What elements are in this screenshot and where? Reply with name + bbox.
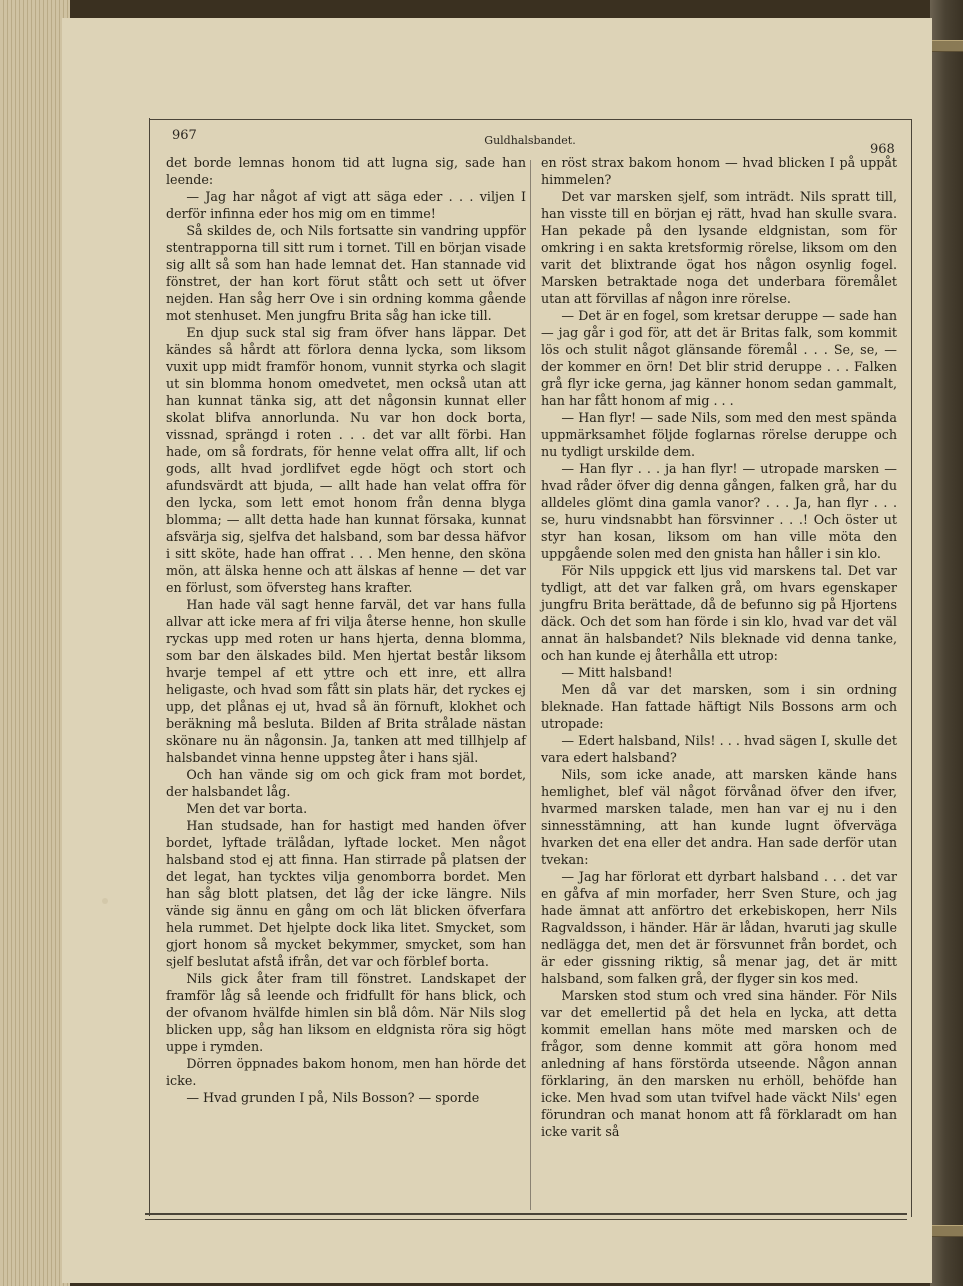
- paragraph: Han studsade, han for hastigt med handen öfver bordet, lyftade trälådan, lyftade locket. Men något halsband stod ej att finna. Han stirrade på platsen der det legat, han tycktes vilja genomborra bordet. Men han såg blott platsen, det låg der icke längre. Nils vände sig ännu en gång om och lät blicken öfverfara hela rummet. Det hjelpte dock lika litet. Smycket, som gjort honom så mycket bekymmer, smycket, som han sjelf beslutat afstå ifrån, det var och förblef borta.: [166, 818, 526, 969]
- book-spine: [930, 0, 963, 1286]
- frame-rule-right: [911, 119, 912, 1217]
- page-edges-stack: [0, 0, 70, 1286]
- column-divider: [530, 160, 531, 1210]
- paper-spot: [102, 898, 108, 904]
- paragraph: Det var marsken sjelf, som inträdt. Nils spratt till, han visste till en början ej rätt, hvad han skulle svara. Han pekade på den lysande eldgnistan, som för omkring i en sakta kretsformig rörelse, liksom om den varit det blixtrande ögat hos någon osynlig fogel. Marsken betraktade noga det underbara föremålet utan att förvillas af någon inre rörelse.: [541, 189, 897, 306]
- paragraph: — Han flyr! — sade Nils, som med den mest spända uppmärksamhet följde foglarnas rörelse deruppe och nu tydligt urskilde dem.: [541, 410, 897, 459]
- spine-band-top: [930, 40, 963, 52]
- right-text-column: [541, 154, 897, 1140]
- paragraph: — Jag har något af vigt att säga eder . . . viljen I derför infinna eder hos mig om en timme!: [166, 189, 526, 221]
- paragraph: en röst strax bakom honom — hvad blicken I på uppåt himmelen?: [541, 155, 897, 187]
- paragraph: Och han vände sig om och gick fram mot bordet, der halsbandet låg.: [166, 767, 526, 799]
- paragraph: — Mitt halsband!: [561, 665, 673, 680]
- running-title: Guldhalsbandet.: [484, 134, 576, 147]
- paragraph: Så skildes de, och Nils fortsatte sin vandring uppför stentrapporna till sitt rum i tornet. Till en början visade sig allt så som han hade lemnat det. Han stannade vid fönstret, der han kort förut stått och sett ut öfver nejden. Han såg herr Ove i sin ordning komma gående mot stenhuset. Men jungfru Brita såg han icke till.: [166, 223, 526, 323]
- paragraph: — Det är en fogel, som kretsar deruppe — sade han — jag går i god för, att det är Britas falk, som kommit lös och stulit något glänsande föremål . . . Se, se, — der kommer en örn! Det blir strid deruppe . . . Falken grå flyr icke gerna, jag känner honom sedan gammalt, han har fått honom af mig . . .: [541, 308, 897, 408]
- paragraph: Men det var borta.: [186, 801, 308, 816]
- paragraph: — Han flyr . . . ja han flyr! — utropade marsken — hvad råder öfver dig denna gången, falken grå, har du alldeles glömt dina gamla vanor? . . . Ja, han flyr . . . se, huru vindsnabbt han försvinner . . .! Och öster ut styr han kosan, liksom om han ville möta den uppgående solen med den gnista han håller i sin klo.: [541, 461, 897, 561]
- left-text-column: [166, 154, 526, 1106]
- paragraph: — Edert halsband, Nils! . . . hvad sägen I, skulle det vara edert halsband?: [541, 733, 897, 765]
- paragraph: — Jag har förlorat ett dyrbart halsband . . . det var en gåfva af min morfader, herr Sven Sture, och jag hade ämnat att anförtro det erkebiskopen, herr Nils Ragvaldsson, i händer. Här är lådan, hvaruti jag skulle nedlägga det, men det är försvunnet från bordet, och är eder gissning riktig, så menar jag, det är mitt halsband, som falken grå, der flyger sin kos med.: [541, 869, 897, 986]
- paragraph: Han hade väl sagt henne farväl, det var hans fulla allvar att icke mera af fri vilja återse henne, hon skulle ryckas upp med roten ur hans hjerta, denna blomma, som bar den älskades bild. Men hjertat består liksom hvarje tempel af ett yttre och ett inre, ett allra heligaste, och hvad som fått sin plats här, det ryckes ej upp, det plånas ej ut, hvad så än förnuft, klokhet och beräkning må besluta. Bilden af Brita strålade nästan skönare nu än någonsin. Ja, tanken att med tillhjelp af halsbandet vinna henne uppsteg åter i hans själ.: [166, 597, 526, 765]
- frame-rule-top: [150, 119, 912, 120]
- paragraph: Nils gick åter fram till fönstret. Landskapet der framför låg så leende och fridfullt för hans blick, och der ofvanom hvälfde himlen sin blå dôm. När Nils slog blicken upp, såg han liksom en eldgnista röra sig högt uppe i rymden.: [166, 971, 526, 1054]
- paragraph: Men då var det marsken, som i sin ordning bleknade. Han fattade häftigt Nils Bossons arm och utropade:: [541, 682, 897, 731]
- left-page-number: 967: [172, 128, 197, 143]
- paragraph: — Hvad grunden I på, Nils Bosson? — sporde: [186, 1090, 480, 1105]
- paragraph: Dörren öppnades bakom honom, men han hörde det icke.: [166, 1056, 526, 1088]
- right-page-number: 968: [870, 142, 895, 157]
- frame-rule-left: [149, 118, 150, 1216]
- paragraph: det borde lemnas honom tid att lugna sig, sade han leende:: [166, 155, 526, 187]
- spine-band-bottom: [930, 1225, 963, 1237]
- paragraph: För Nils uppgick ett ljus vid marskens tal. Det var tydligt, att det var falken grå, om hvars egenskaper jungfru Brita berättade, då de befunno sig på Hjortens däck. Och det som han förde i sin klo, hvad var det väl annat än halsbandet? Nils bleknade vid denna tanke, och han kunde ej återhålla ett utrop:: [541, 563, 897, 663]
- paragraph: Nils, som icke anade, att marsken kände hans hemlighet, blef väl något förvånad öfver den ifver, hvarmed marsken talade, men han var ej nu i den sinnesstämning, att han kunde lugnt öfverväga hvarken det ena eller det andra. Han sade derför utan tvekan:: [541, 767, 897, 867]
- paragraph: En djup suck stal sig fram öfver hans läppar. Det kändes så hårdt att förlora denna lycka, som liksom vuxit upp midt framför honom, vunnit styrka och slagit ut sin blomma honom omedvetet, men också utan att han kunnat tänka sig, att det någonsin kunnat eller skolat blifva annorlunda. Nu var hon dock borta, vissnad, sprängd i roten . . . det var allt förbi. Han hade, om så fordrats, för henne velat offra allt, lif och gods, allt hvad jordlifvet egde högt och stort och afundsvärdt att bjuda, — allt hade han velat offra för den lycka, som lett emot honom från denna blyga blomma; — allt detta hade han kunnat försaka, kunnat afsvärja sig, sjelfva det halsband, som bar dessa häfvor i sitt sköte, hade han offrat . . . Men henne, den sköna mön, att älska henne och att älskas af henne — det var en förlust, som öfversteg hans krafter.: [166, 325, 526, 595]
- frame-rule-bottom: [145, 1213, 907, 1220]
- paragraph: Marsken stod stum och vred sina händer. För Nils var det emellertid på det hela en lycka, att detta kommit emellan hans möte med marsken och de frågor, som denne kommit att göra honom med anledning af hans förstörda utseende. Någon annan förklaring, än den marsken nu erhöll, behöfde han icke. Men hvad som utan tvifvel hade väckt Nils' egen förundran och manat honom att få förklaradt om han icke varit så: [541, 988, 897, 1139]
